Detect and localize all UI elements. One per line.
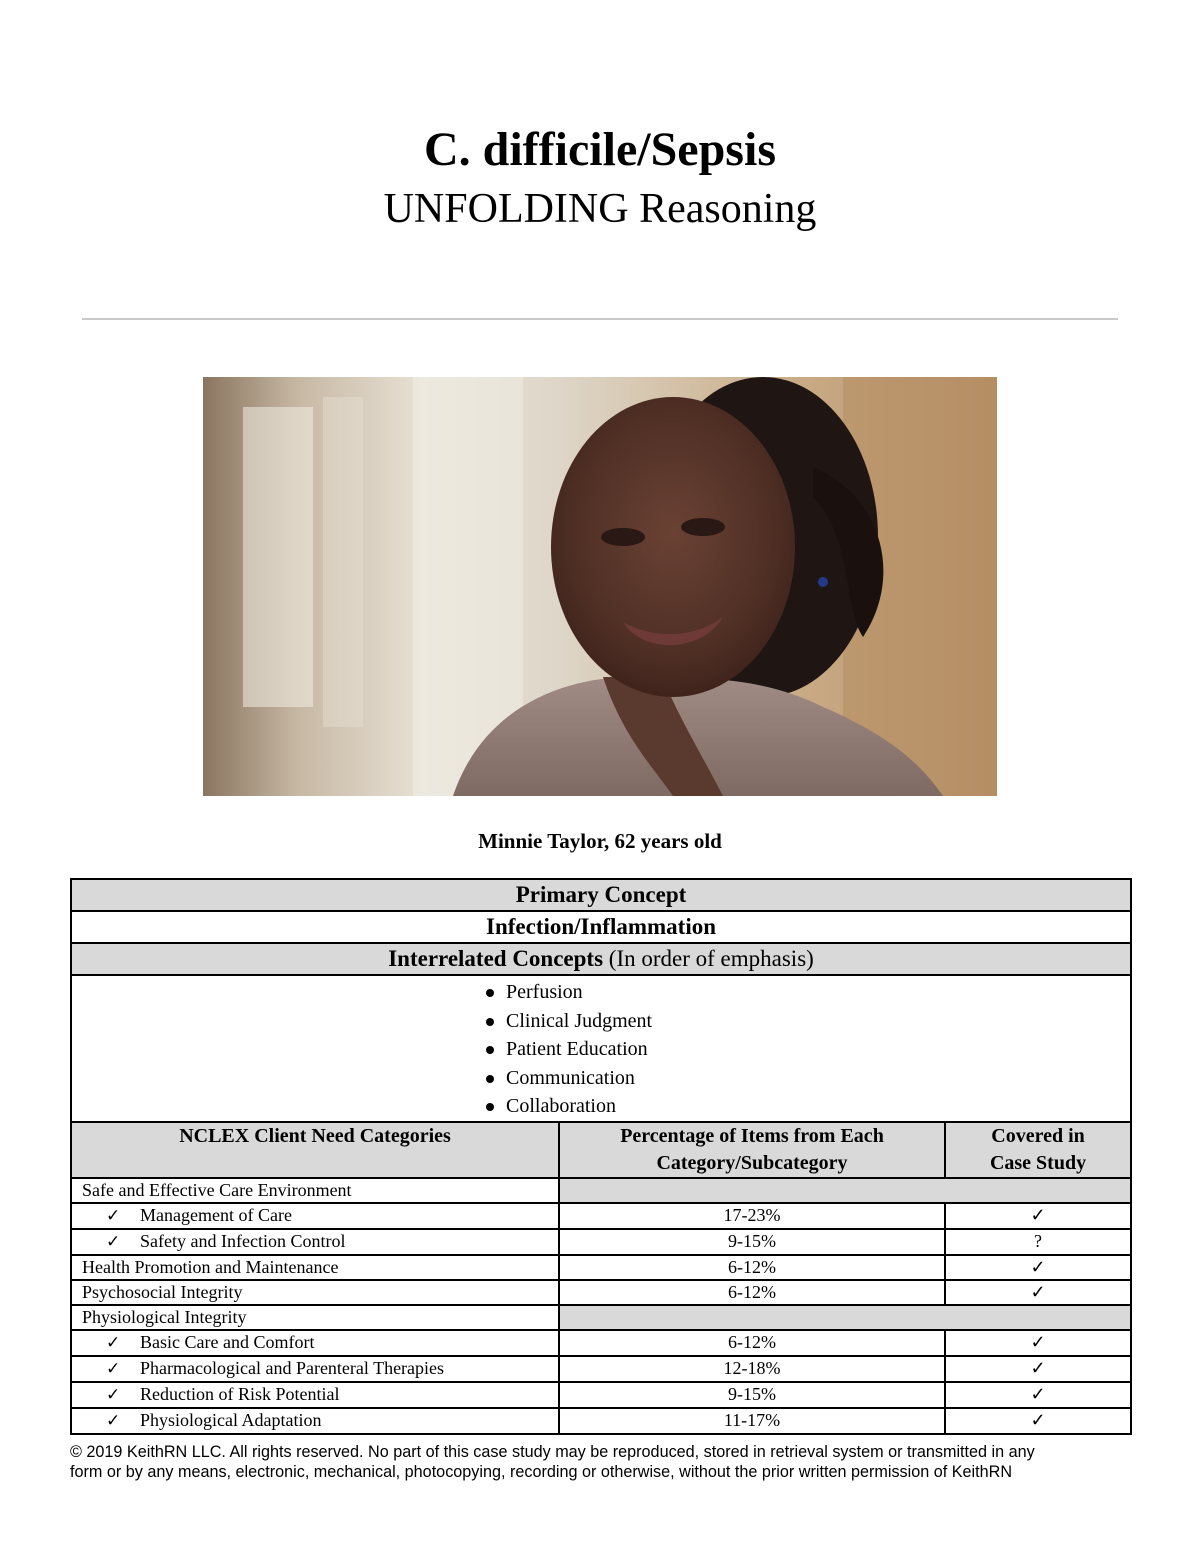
table-row — [71, 1255, 1131, 1280]
concept-item: Communication — [484, 1064, 1200, 1093]
checkmark-icon: ✓ — [106, 1231, 121, 1252]
table-row — [71, 1305, 1131, 1330]
checkmark-icon: ✓ — [106, 1332, 121, 1353]
table-row — [71, 1178, 1131, 1203]
subcategory-cell: ✓ Safety and Infection Control — [71, 1229, 559, 1255]
primary-concept-heading: Primary Concept — [71, 879, 1131, 911]
category-cell: Psychosocial Integrity — [71, 1280, 559, 1305]
divider-rule — [82, 318, 1118, 320]
percentage-cell: 6-12% — [559, 1330, 945, 1356]
subcategory-cell: ✓ Management of Care — [71, 1203, 559, 1229]
photo-caption: Minnie Taylor, 62 years old — [478, 829, 722, 853]
percentage-cell: 6-12% — [559, 1255, 945, 1280]
table-row — [71, 1280, 1131, 1305]
percentage-cell: 6-12% — [559, 1280, 945, 1305]
subcategory-cell: ✓ Pharmacological and Parenteral Therapies — [71, 1356, 559, 1382]
patient-photo — [203, 377, 997, 796]
checkmark-icon: ✓ — [106, 1358, 121, 1379]
copyright-line: © 2019 KeithRN LLC. All rights reserved. No part of this case study may be reproduced, stored in retrieval system or transmitted in any — [70, 1443, 1035, 1461]
subcategory-cell: ✓ Basic Care and Comfort — [71, 1330, 559, 1356]
header-percentage: Percentage of Items from Each Category/Subcategory — [559, 1122, 945, 1178]
table-row — [71, 1229, 1131, 1255]
header-category: NCLEX Client Need Categories — [71, 1122, 559, 1178]
table-row — [71, 1356, 1131, 1382]
concept-item: Clinical Judgment — [484, 1007, 1200, 1036]
concepts-and-nclex-table — [70, 878, 1132, 1435]
percentage-cell: 17-23% — [559, 1203, 945, 1229]
copyright-footer — [70, 1442, 1140, 1482]
concept-item: Patient Education — [484, 1035, 1200, 1064]
checkmark-icon: ✓ — [106, 1410, 121, 1431]
header-covered: Covered in Case Study — [945, 1122, 1131, 1178]
table-row — [71, 1408, 1131, 1434]
primary-concept-value: Infection/Inflammation — [71, 911, 1131, 943]
covered-cell: ✓ — [945, 1382, 1131, 1408]
interrelated-concepts-heading: Interrelated Concepts (In order of emphasis) — [71, 943, 1131, 975]
table-row — [71, 1330, 1131, 1356]
concept-item: Perfusion — [484, 978, 1200, 1007]
percentage-cell: 9-15% — [559, 1382, 945, 1408]
covered-cell: ✓ — [945, 1203, 1131, 1229]
blank-cell — [559, 1305, 1131, 1330]
subcategory-cell: ✓ Reduction of Risk Potential — [71, 1382, 559, 1408]
covered-cell: ? — [945, 1229, 1131, 1255]
covered-cell: ✓ — [945, 1408, 1131, 1434]
interrelated-concepts-list — [71, 975, 1131, 1122]
page-subtitle: UNFOLDING Reasoning — [383, 186, 817, 232]
covered-cell: ✓ — [945, 1280, 1131, 1305]
checkmark-icon: ✓ — [106, 1205, 121, 1226]
page-title: C. difficile/Sepsis — [423, 123, 776, 176]
percentage-cell: 12-18% — [559, 1356, 945, 1382]
table-row — [71, 1382, 1131, 1408]
category-cell: Health Promotion and Maintenance — [71, 1255, 559, 1280]
table-row — [71, 1203, 1131, 1229]
copyright-line: form or by any means, electronic, mechanical, photocopying, recording or otherwise, without the prior written permission of KeithRN — [70, 1463, 1013, 1481]
category-cell: Safe and Effective Care Environment — [71, 1178, 559, 1203]
percentage-cell: 11-17% — [559, 1408, 945, 1434]
covered-cell: ✓ — [945, 1330, 1131, 1356]
percentage-cell: 9-15% — [559, 1229, 945, 1255]
covered-cell: ✓ — [945, 1255, 1131, 1280]
checkmark-icon: ✓ — [106, 1384, 121, 1405]
covered-cell: ✓ — [945, 1356, 1131, 1382]
subcategory-cell: ✓ Physiological Adaptation — [71, 1408, 559, 1434]
blank-cell — [559, 1178, 1131, 1203]
concept-item: Collaboration — [484, 1092, 1200, 1121]
category-cell: Physiological Integrity — [71, 1305, 559, 1330]
